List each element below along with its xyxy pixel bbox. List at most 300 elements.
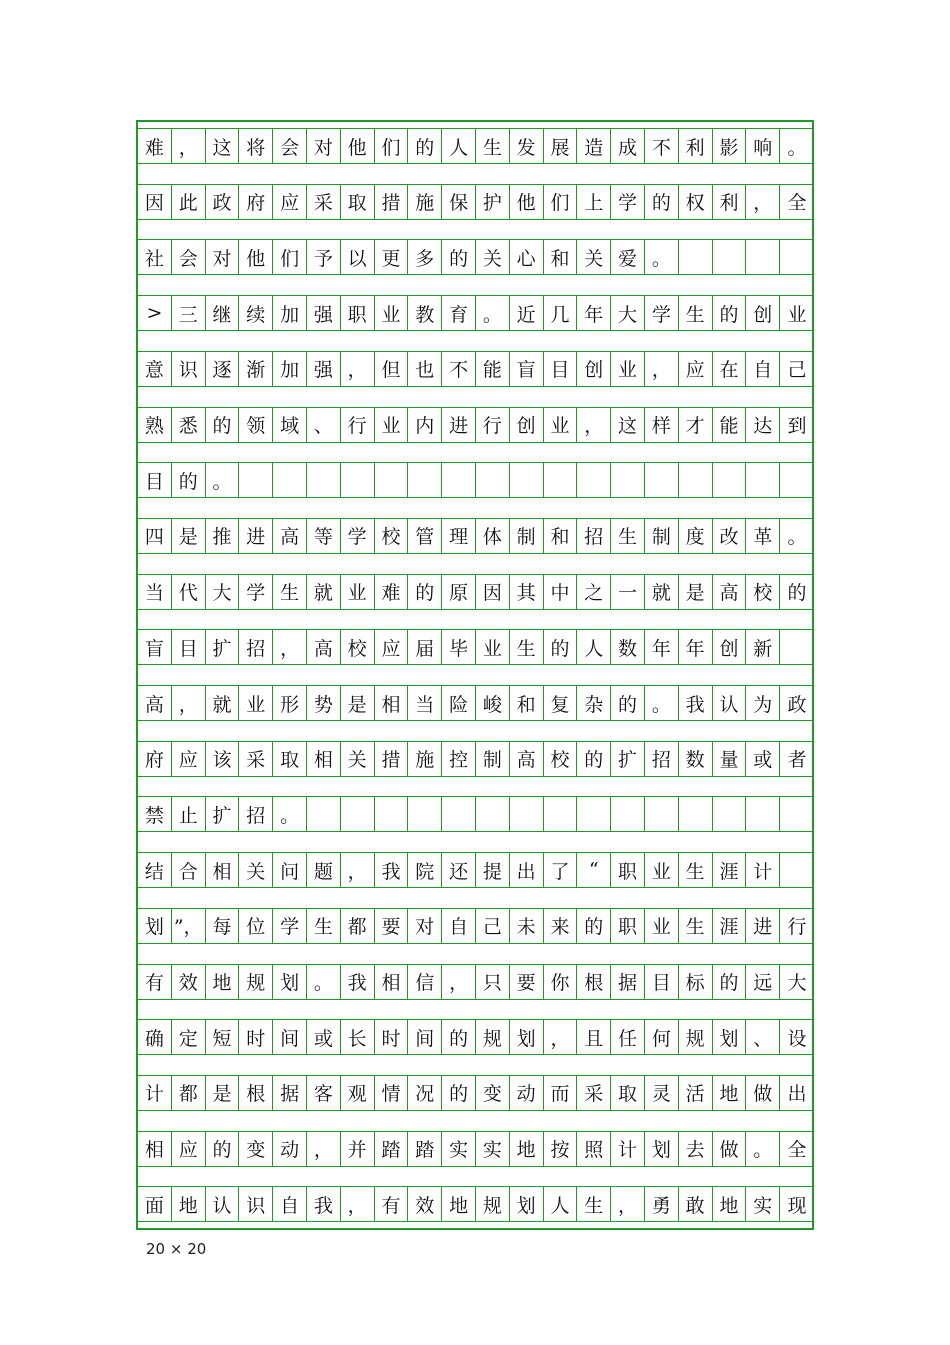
grid-cell: 届 [408, 629, 442, 665]
grid-cell: 禁 [138, 796, 172, 832]
grid-cell: 学 [239, 574, 273, 610]
grid-cell: 取 [611, 1075, 645, 1111]
grid-cell: 护 [476, 184, 510, 220]
grid-cell: 活 [679, 1075, 713, 1111]
grid-cell: 数 [679, 741, 713, 777]
grid-cell: 不 [645, 128, 679, 164]
grid-cell: ， [307, 1131, 341, 1167]
grid-cell: 做 [713, 1131, 747, 1167]
grid-cell: 全 [780, 1131, 814, 1167]
grid-cell: 业 [476, 629, 510, 665]
grid-cell: 的 [577, 908, 611, 944]
grid-cell: 都 [341, 908, 375, 944]
grid-cell: 年 [645, 629, 679, 665]
grid-cell: 量 [713, 741, 747, 777]
grid-cell [408, 462, 442, 498]
grid-cell: 设 [780, 1019, 814, 1055]
grid-cell: 规 [239, 964, 273, 1000]
grid-cell: 只 [476, 964, 510, 1000]
grid-cell: 进 [442, 407, 476, 443]
grid-row [138, 184, 814, 220]
grid-cell: 府 [138, 741, 172, 777]
grid-cell: 们 [544, 184, 578, 220]
grid-cell: 计 [138, 1075, 172, 1111]
grid-cell: 学 [273, 908, 307, 944]
grid-cell: 的 [645, 184, 679, 220]
grid-cell: 这 [611, 407, 645, 443]
grid-cell: 续 [239, 295, 273, 331]
grid-cell: 踏 [375, 1131, 409, 1167]
grid-cell: 划 [645, 1131, 679, 1167]
grid-cell: 间 [408, 1019, 442, 1055]
grid-cell [780, 629, 814, 665]
grid-cell: 提 [476, 852, 510, 888]
grid-cell: 加 [273, 295, 307, 331]
grid-cell: 影 [713, 128, 747, 164]
grid-cell: 生 [476, 128, 510, 164]
grid-cell: 合 [172, 852, 206, 888]
grid-cell: 并 [341, 1131, 375, 1167]
grid-cell: 和 [544, 518, 578, 554]
grid-cell: 生 [273, 574, 307, 610]
grid-cell: 关 [476, 239, 510, 275]
grid-cell: 新 [746, 629, 780, 665]
grid-cell [679, 796, 713, 832]
grid-cell: 相 [375, 964, 409, 1000]
grid-cell: 实 [442, 1131, 476, 1167]
grid-cell: 采 [239, 741, 273, 777]
grid-cell: 划 [713, 1019, 747, 1055]
grid-row [138, 796, 814, 832]
grid-cell: 到 [780, 407, 814, 443]
grid-cell: 生 [611, 518, 645, 554]
grid-cell: 取 [341, 184, 375, 220]
grid-cell: 度 [679, 518, 713, 554]
grid-cell [375, 796, 409, 832]
grid-cell: 据 [611, 964, 645, 1000]
grid-cell: 创 [577, 351, 611, 387]
grid-cell: 高 [138, 685, 172, 721]
grid-cell: 应 [375, 629, 409, 665]
grid-cell: 的 [577, 741, 611, 777]
grid-cell: 。 [645, 685, 679, 721]
grid-cell: 地 [713, 1186, 747, 1222]
grid-cell: 对 [307, 128, 341, 164]
grid-cell: 制 [476, 741, 510, 777]
grid-cell: 三 [172, 295, 206, 331]
grid-cell: ， [577, 407, 611, 443]
grid-cell: 实 [746, 1186, 780, 1222]
grid-cell [375, 462, 409, 498]
grid-cell: 强 [307, 351, 341, 387]
grid-cell: 生 [679, 852, 713, 888]
grid-cell [679, 462, 713, 498]
grid-cell: 体 [476, 518, 510, 554]
grid-cell: 杂 [577, 685, 611, 721]
grid-cell: 是 [206, 1075, 240, 1111]
grid-cell: 长 [341, 1019, 375, 1055]
grid-cell: 大 [206, 574, 240, 610]
grid-cell [645, 462, 679, 498]
grid-cell: 他 [510, 184, 544, 220]
grid-cell: 和 [544, 239, 578, 275]
grid-cell [645, 796, 679, 832]
grid-cell: 因 [138, 184, 172, 220]
grid-cell: 高 [307, 629, 341, 665]
grid-cell: 们 [273, 239, 307, 275]
grid-cell: 一 [611, 574, 645, 610]
grid-cell: 校 [341, 629, 375, 665]
grid-cell: 盲 [510, 351, 544, 387]
grid-cell: 动 [273, 1131, 307, 1167]
grid-cell: 势 [307, 685, 341, 721]
grid-cell: 扩 [611, 741, 645, 777]
grid-cell: 识 [239, 1186, 273, 1222]
grid-cell: 业 [239, 685, 273, 721]
grid-cell: 、 [307, 407, 341, 443]
grid-cell: 样 [645, 407, 679, 443]
grid-cell: 。 [780, 128, 814, 164]
grid-cell: 大 [611, 295, 645, 331]
grid-cell [442, 796, 476, 832]
grid-cell: ， [341, 1186, 375, 1222]
grid-cell: 难 [138, 128, 172, 164]
grid-cell: 规 [476, 1186, 510, 1222]
grid-cell: 业 [544, 407, 578, 443]
grid-cell: 施 [408, 184, 442, 220]
grid-cell: 。 [645, 239, 679, 275]
grid-cell: 造 [577, 128, 611, 164]
grid-row [138, 1131, 814, 1167]
grid-cell: 高 [713, 574, 747, 610]
grid-cell [239, 462, 273, 498]
grid-cell: 规 [476, 1019, 510, 1055]
grid-cell: ， [746, 184, 780, 220]
grid-cell: 的 [408, 128, 442, 164]
grid-cell: 社 [138, 239, 172, 275]
grid-cell: 利 [679, 128, 713, 164]
grid-cell: 才 [679, 407, 713, 443]
grid-cell: 因 [476, 574, 510, 610]
grid-cell: 府 [239, 184, 273, 220]
grid-cell: 权 [679, 184, 713, 220]
grid-cell: 的 [713, 295, 747, 331]
grid-cell: 灵 [645, 1075, 679, 1111]
grid-cell: 生 [510, 629, 544, 665]
grid-cell: 改 [713, 518, 747, 554]
grid-row [138, 741, 814, 777]
grid-cell [611, 462, 645, 498]
grid-cell: 险 [442, 685, 476, 721]
grid-cell: 们 [375, 128, 409, 164]
grid-cell: ， [544, 1019, 578, 1055]
grid-cell: 定 [172, 1019, 206, 1055]
grid-cell: 予 [307, 239, 341, 275]
grid-cell: 采 [577, 1075, 611, 1111]
grid-cell: 地 [442, 1186, 476, 1222]
grid-cell: 相 [138, 1131, 172, 1167]
grid-cell: 题 [307, 852, 341, 888]
grid-cell: 采 [307, 184, 341, 220]
grid-cell: 此 [172, 184, 206, 220]
grid-size-label: 20 × 20 [146, 1240, 207, 1258]
grid-cell: 客 [307, 1075, 341, 1111]
grid-cell [408, 796, 442, 832]
grid-cell [713, 239, 747, 275]
grid-cell: 。 [780, 518, 814, 554]
grid-cell: 生 [679, 295, 713, 331]
grid-cell: 我 [375, 852, 409, 888]
grid-cell [713, 462, 747, 498]
grid-cell: 的 [611, 685, 645, 721]
grid-cell: 踏 [408, 1131, 442, 1167]
grid-cell: 面 [138, 1186, 172, 1222]
grid-row [138, 518, 814, 554]
grid-cell: 这 [206, 128, 240, 164]
grid-cell: 强 [307, 295, 341, 331]
grid-cell: 他 [239, 239, 273, 275]
grid-cell: 招 [577, 518, 611, 554]
grid-cell: 况 [408, 1075, 442, 1111]
grid-cell [341, 796, 375, 832]
grid-cell: 中 [544, 574, 578, 610]
grid-cell: 相 [375, 685, 409, 721]
grid-cell [544, 796, 578, 832]
grid-cell [442, 462, 476, 498]
grid-cell: 不 [442, 351, 476, 387]
grid-row [138, 407, 814, 443]
grid-cell: 自 [273, 1186, 307, 1222]
grid-row [138, 1075, 814, 1111]
grid-cell: 的 [408, 574, 442, 610]
grid-cell [510, 796, 544, 832]
grid-cell: 地 [172, 1186, 206, 1222]
grid-cell: 内 [408, 407, 442, 443]
grid-cell: 院 [408, 852, 442, 888]
grid-cell: 数 [611, 629, 645, 665]
grid-cell: 校 [746, 574, 780, 610]
grid-cell: 大 [780, 964, 814, 1000]
grid-cell: 。 [476, 295, 510, 331]
grid-cell: 且 [577, 1019, 611, 1055]
grid-row [138, 852, 814, 888]
grid-row [138, 574, 814, 610]
grid-cell: 年 [577, 295, 611, 331]
grid-cell: 四 [138, 518, 172, 554]
grid-cell: 划 [138, 908, 172, 944]
grid-cell: 时 [239, 1019, 273, 1055]
grid-cell: 政 [780, 685, 814, 721]
grid-cell: 做 [746, 1075, 780, 1111]
grid-cell: 生 [679, 908, 713, 944]
grid-cell: 勇 [645, 1186, 679, 1222]
grid-cell: 就 [206, 685, 240, 721]
grid-cell: 结 [138, 852, 172, 888]
grid-row [138, 908, 814, 944]
grid-cell: 扩 [206, 796, 240, 832]
grid-cell: 招 [239, 796, 273, 832]
grid-cell: 人 [577, 629, 611, 665]
grid-cell: 行 [341, 407, 375, 443]
grid-cell: 远 [746, 964, 780, 1000]
grid-cell: 是 [172, 518, 206, 554]
grid-cell: 职 [341, 295, 375, 331]
grid-cell: 的 [206, 1131, 240, 1167]
grid-cell: 目 [138, 462, 172, 498]
grid-cell: 去 [679, 1131, 713, 1167]
grid-cell: 管 [408, 518, 442, 554]
grid-cell: 地 [206, 964, 240, 1000]
grid-cell: 但 [375, 351, 409, 387]
grid-cell: 目 [172, 629, 206, 665]
grid-cell: 的 [713, 964, 747, 1000]
grid-cell: 相 [307, 741, 341, 777]
grid-cell [679, 239, 713, 275]
grid-cell: 的 [442, 239, 476, 275]
grid-cell: 应 [273, 184, 307, 220]
grid-cell: 自 [746, 351, 780, 387]
grid-cell: ， [172, 685, 206, 721]
grid-cell: 确 [138, 1019, 172, 1055]
grid-cell: 的 [442, 1019, 476, 1055]
grid-cell: 出 [510, 852, 544, 888]
grid-cell: 渐 [239, 351, 273, 387]
grid-cell: 识 [172, 351, 206, 387]
grid-cell: 的 [544, 629, 578, 665]
grid-cell: 动 [510, 1075, 544, 1111]
grid-cell: 。 [206, 462, 240, 498]
grid-cell: 或 [307, 1019, 341, 1055]
grid-cell: 划 [510, 1019, 544, 1055]
grid-cell: 是 [341, 685, 375, 721]
grid-cell: 将 [239, 128, 273, 164]
grid-cell: 行 [476, 407, 510, 443]
grid-cell: 认 [713, 685, 747, 721]
grid-cell [611, 796, 645, 832]
grid-cell: 人 [442, 128, 476, 164]
grid-cell: 措 [375, 184, 409, 220]
grid-cell: 业 [645, 852, 679, 888]
grid-cell: 业 [780, 295, 814, 331]
grid-row [138, 629, 814, 665]
grid-cell: 关 [341, 741, 375, 777]
grid-cell: 。 [746, 1131, 780, 1167]
grid-cell: 、 [746, 1019, 780, 1055]
grid-cell: 几 [544, 295, 578, 331]
grid-cell: 熟 [138, 407, 172, 443]
grid-cell: 该 [206, 741, 240, 777]
grid-cell: 信 [408, 964, 442, 1000]
grid-cell: 业 [375, 407, 409, 443]
grid-cell: 应 [172, 1131, 206, 1167]
grid-cell: 要 [510, 964, 544, 1000]
grid-cell: 创 [713, 629, 747, 665]
grid-cell: ， [341, 351, 375, 387]
grid-cell: 复 [544, 685, 578, 721]
grid-cell [544, 462, 578, 498]
grid-cell: 逐 [206, 351, 240, 387]
grid-cell: 在 [713, 351, 747, 387]
grid-cell: 有 [375, 1186, 409, 1222]
grid-cell: 等 [307, 518, 341, 554]
grid-cell: 。 [273, 796, 307, 832]
grid-cell: 其 [510, 574, 544, 610]
grid-cell: ， [442, 964, 476, 1000]
grid-cell: 情 [375, 1075, 409, 1111]
grid-cell: 效 [172, 964, 206, 1000]
grid-cell: 出 [780, 1075, 814, 1111]
grid-cell: “ [577, 852, 611, 888]
grid-cell: 的 [172, 462, 206, 498]
grid-cell: 控 [442, 741, 476, 777]
grid-cell: 形 [273, 685, 307, 721]
grid-cell: 难 [375, 574, 409, 610]
grid-cell: 制 [645, 518, 679, 554]
grid-cell: 保 [442, 184, 476, 220]
grid-cell [780, 239, 814, 275]
grid-cell: 业 [375, 295, 409, 331]
grid-cell: 盲 [138, 629, 172, 665]
grid-cell: 生 [577, 1186, 611, 1222]
grid-cell: 制 [510, 518, 544, 554]
grid-cell: 应 [172, 741, 206, 777]
grid-cell: 根 [239, 1075, 273, 1111]
grid-row [138, 295, 814, 331]
grid-cell: 而 [544, 1075, 578, 1111]
grid-cell: 革 [746, 518, 780, 554]
grid-cell [476, 796, 510, 832]
grid-cell: 代 [172, 574, 206, 610]
grid-cell: 己 [780, 351, 814, 387]
grid-cell: 他 [341, 128, 375, 164]
grid-cell: 变 [239, 1131, 273, 1167]
grid-cell: 校 [544, 741, 578, 777]
grid-cell: 的 [780, 574, 814, 610]
grid-cell: 观 [341, 1075, 375, 1111]
grid-cell: 创 [510, 407, 544, 443]
grid-cell: 是 [679, 574, 713, 610]
grid-cell: 职 [611, 908, 645, 944]
grid-cell: 展 [544, 128, 578, 164]
grid-cell: 地 [713, 1075, 747, 1111]
grid-cell: 任 [611, 1019, 645, 1055]
grid-cell: 教 [408, 295, 442, 331]
grid-cell: 创 [746, 295, 780, 331]
grid-cell: 相 [206, 852, 240, 888]
grid-cell [780, 852, 814, 888]
grid-cell: 发 [510, 128, 544, 164]
grid-cell: 理 [442, 518, 476, 554]
grid-cell: 当 [408, 685, 442, 721]
grid-cell: 你 [544, 964, 578, 1000]
grid-cell: 要 [375, 908, 409, 944]
grid-cell: 招 [645, 741, 679, 777]
grid-cell: 更 [375, 239, 409, 275]
grid-cell: 间 [273, 1019, 307, 1055]
grid-cell: 达 [746, 407, 780, 443]
grid-cell: 未 [510, 908, 544, 944]
grid-cell: 措 [375, 741, 409, 777]
grid-cell: 也 [408, 351, 442, 387]
grid-cell: 我 [341, 964, 375, 1000]
grid-cell: 职 [611, 852, 645, 888]
grid-cell: ， [172, 128, 206, 164]
grid-cell: 还 [442, 852, 476, 888]
grid-cell: 照 [577, 1131, 611, 1167]
grid-cell: 年 [679, 629, 713, 665]
grid-cell: 的 [206, 407, 240, 443]
grid-cell: 关 [239, 852, 273, 888]
